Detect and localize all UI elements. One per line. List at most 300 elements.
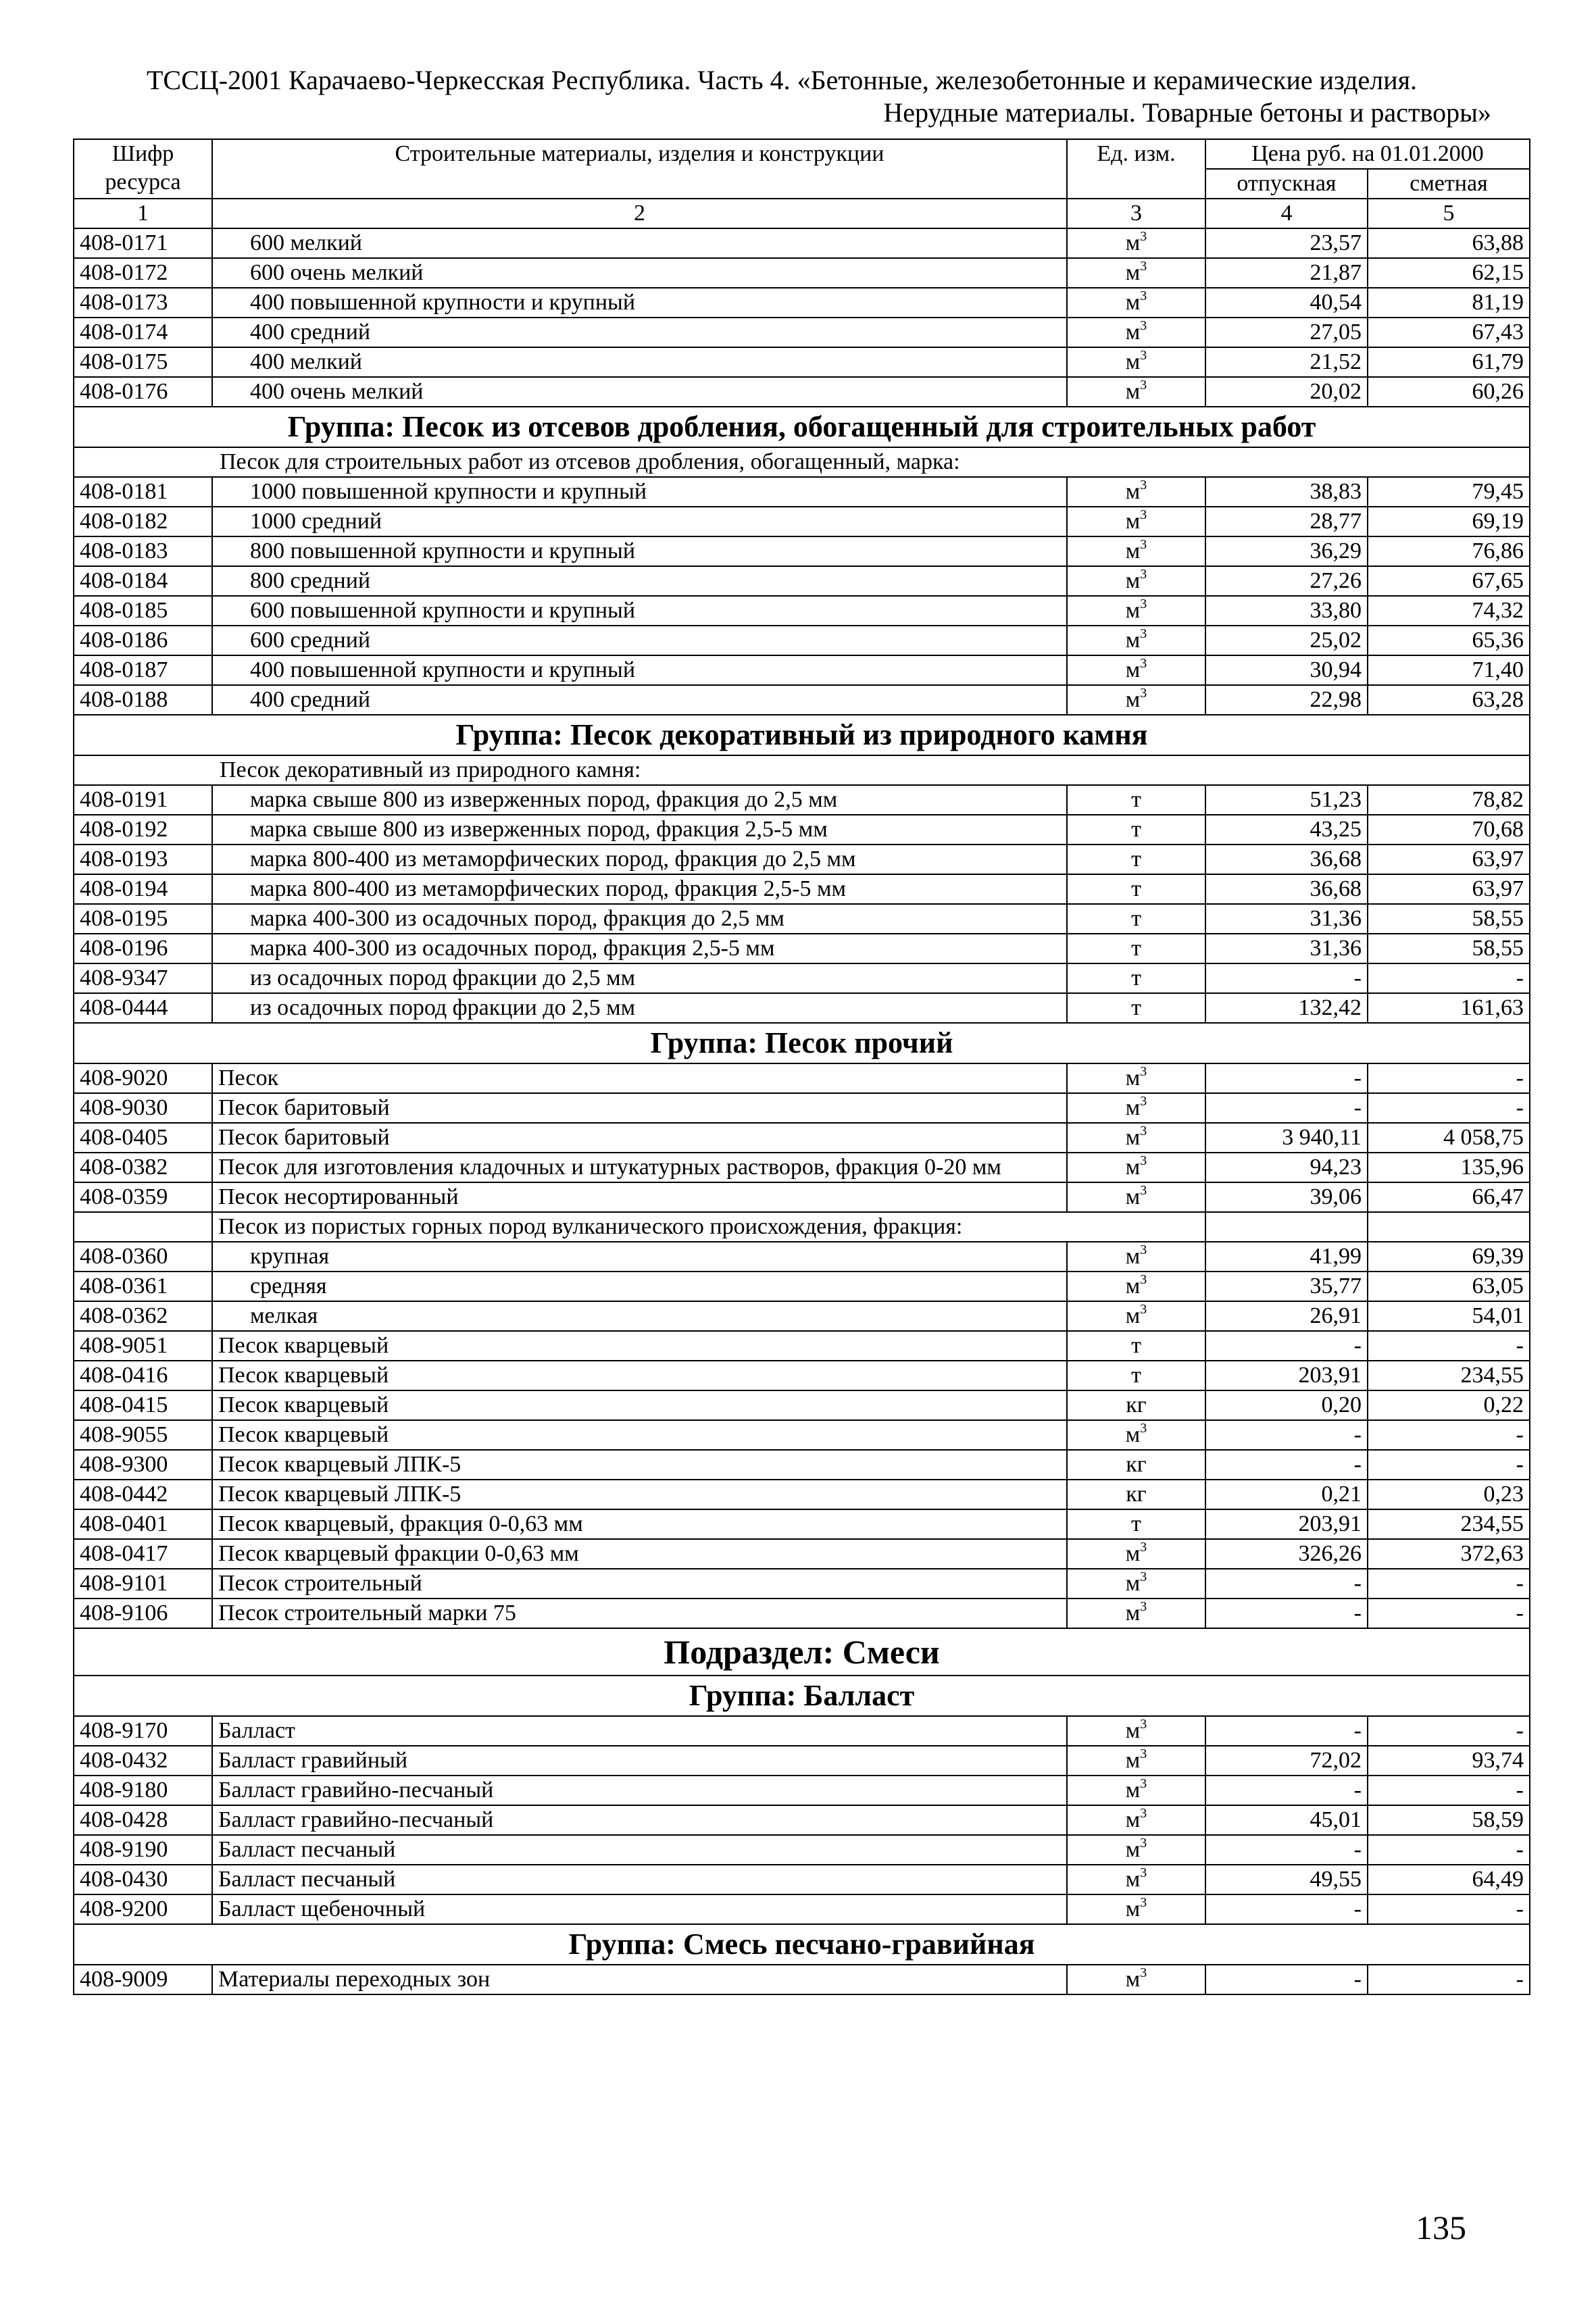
subsection-heading-row	[74, 1628, 1530, 1676]
release-price: 26,91	[1205, 1301, 1368, 1331]
resource-code: 408-0361	[74, 1272, 212, 1301]
estimate-price: 61,79	[1368, 347, 1530, 377]
col-header-estimate: сметная	[1368, 169, 1530, 199]
estimate-price: -	[1368, 1331, 1530, 1361]
resource-code: 408-0193	[74, 845, 212, 874]
material-name: марка 800-400 из метаморфических пород, фракция до 2,5 мм	[212, 845, 1067, 874]
unit-value: т	[1131, 1511, 1141, 1536]
resource-code: 408-0172	[74, 258, 212, 288]
resource-code: 408-9106	[74, 1599, 212, 1628]
resource-code: 408-0428	[74, 1805, 212, 1835]
unit-exponent: 3	[1140, 1746, 1147, 1761]
resource-code: 408-0192	[74, 815, 212, 845]
unit-cell	[1067, 258, 1205, 288]
unit-value: м	[1125, 1601, 1141, 1626]
material-name: Песок баритовый	[212, 1093, 1067, 1123]
release-price: 0,21	[1205, 1480, 1368, 1509]
resource-code: 408-0416	[74, 1361, 212, 1390]
release-price: 35,77	[1205, 1272, 1368, 1301]
col-header-code: Шифр ресурса	[74, 139, 212, 199]
unit-cell	[1067, 507, 1205, 536]
unit-exponent: 3	[1140, 318, 1147, 333]
estimate-price: 234,55	[1368, 1509, 1530, 1539]
unit-value: м	[1125, 1541, 1141, 1566]
unit-value: м	[1125, 1867, 1141, 1892]
estimate-price: 93,74	[1368, 1746, 1530, 1776]
release-price: 94,23	[1205, 1153, 1368, 1182]
material-name: Песок кварцевый	[212, 1331, 1067, 1361]
material-name: 400 очень мелкий	[212, 377, 1067, 407]
unit-value: м	[1125, 1807, 1141, 1832]
estimate-price: 63,97	[1368, 845, 1530, 874]
material-name: 800 повышенной крупности и крупный	[212, 536, 1067, 566]
unit-exponent: 3	[1140, 1183, 1147, 1198]
table-row	[74, 596, 1530, 626]
material-name: Песок строительный марки 75	[212, 1599, 1067, 1628]
resource-code: 408-0183	[74, 536, 212, 566]
resource-code: 408-0430	[74, 1865, 212, 1894]
table-row	[74, 377, 1530, 407]
table-row	[74, 258, 1530, 288]
unit-cell	[1067, 845, 1205, 874]
table-row	[74, 1301, 1530, 1331]
unit-value: м	[1125, 1274, 1141, 1299]
table-row	[74, 1153, 1530, 1182]
estimate-price: -	[1368, 1716, 1530, 1746]
material-name: Песок кварцевый	[212, 1361, 1067, 1390]
col-number: 2	[212, 199, 1067, 228]
intro-row	[74, 1212, 1530, 1242]
material-name: Песок кварцевый, фракция 0-0,63 мм	[212, 1509, 1067, 1539]
table-row	[74, 934, 1530, 963]
page-number: 135	[1416, 2209, 1466, 2246]
material-name: мелкая	[212, 1301, 1067, 1331]
table-row	[74, 1331, 1530, 1361]
release-price: -	[1205, 1093, 1368, 1123]
unit-value: м	[1125, 1125, 1141, 1150]
unit-cell	[1067, 1746, 1205, 1776]
unit-cell	[1067, 1865, 1205, 1894]
unit-exponent: 3	[1140, 288, 1147, 303]
group-heading: Группа: Смесь песчано-гравийная	[74, 1924, 1530, 1965]
unit-value: м	[1125, 1155, 1141, 1180]
release-price: 23,57	[1205, 228, 1368, 258]
intro-blank	[1205, 1212, 1368, 1242]
unit-exponent: 3	[1140, 656, 1147, 671]
release-price: -	[1205, 1894, 1368, 1924]
table-row	[74, 1965, 1530, 1994]
table-row	[74, 288, 1530, 318]
estimate-price: 58,55	[1368, 904, 1530, 934]
unit-value: т	[1131, 817, 1141, 842]
unit-value: м	[1125, 628, 1141, 653]
unit-value: м	[1125, 538, 1141, 563]
unit-value: т	[1131, 787, 1141, 812]
unit-cell	[1067, 1331, 1205, 1361]
group-heading: Группа: Песок прочий	[74, 1023, 1530, 1063]
release-price: -	[1205, 1450, 1368, 1480]
release-price: 0,20	[1205, 1390, 1368, 1420]
resource-code: 408-0173	[74, 288, 212, 318]
table-row	[74, 815, 1530, 845]
resource-code: 408-9055	[74, 1420, 212, 1450]
estimate-price: 372,63	[1368, 1539, 1530, 1569]
unit-value: м	[1125, 509, 1141, 534]
material-name: марка 400-300 из осадочных пород, фракция 2,5-5 мм	[212, 934, 1067, 963]
resource-code: 408-9020	[74, 1063, 212, 1093]
estimate-price: -	[1368, 1093, 1530, 1123]
table-row	[74, 536, 1530, 566]
estimate-price: -	[1368, 1599, 1530, 1628]
estimate-price: 60,26	[1368, 377, 1530, 407]
estimate-price: 67,65	[1368, 566, 1530, 596]
unit-cell	[1067, 1420, 1205, 1450]
material-name: Балласт гравийно-песчаный	[212, 1805, 1067, 1835]
intro-text: Песок для строительных работ из отсевов дробления, обогащенный, марка:	[74, 447, 1530, 477]
resource-code: 408-0442	[74, 1480, 212, 1509]
column-numbers-row	[74, 199, 1530, 228]
unit-cell	[1067, 1301, 1205, 1331]
unit-value: м	[1125, 1065, 1141, 1090]
unit-exponent: 3	[1140, 1717, 1147, 1732]
unit-value: м	[1125, 1896, 1141, 1921]
group-heading: Группа: Песок из отсевов дробления, обогащенный для строительных работ	[74, 407, 1530, 447]
material-name: марка 400-300 из осадочных пород, фракция до 2,5 мм	[212, 904, 1067, 934]
estimate-price: 0,22	[1368, 1390, 1530, 1420]
resource-code: 408-0185	[74, 596, 212, 626]
group-heading-row	[74, 407, 1530, 447]
release-price: 45,01	[1205, 1805, 1368, 1835]
unit-exponent: 3	[1140, 1865, 1147, 1880]
resource-code: 408-9180	[74, 1776, 212, 1805]
unit-value: м	[1125, 1778, 1141, 1803]
resource-code: 408-9200	[74, 1894, 212, 1924]
unit-exponent: 3	[1140, 507, 1147, 522]
resource-code: 408-0432	[74, 1746, 212, 1776]
material-name: 600 средний	[212, 626, 1067, 655]
unit-value: м	[1125, 687, 1141, 712]
unit-value: м	[1125, 230, 1141, 255]
material-name: 600 мелкий	[212, 228, 1067, 258]
resource-code: 408-9190	[74, 1835, 212, 1865]
estimate-price: 78,82	[1368, 785, 1530, 815]
estimate-price: 63,88	[1368, 228, 1530, 258]
unit-cell	[1067, 1776, 1205, 1805]
table-row	[74, 1063, 1530, 1093]
intro-text: Песок декоративный из природного камня:	[74, 755, 1530, 785]
document-header	[72, 64, 1491, 129]
unit-value: кг	[1126, 1392, 1147, 1417]
release-price: 27,26	[1205, 566, 1368, 596]
price-table	[73, 139, 1530, 1995]
unit-value: м	[1125, 260, 1141, 285]
unit-exponent: 3	[1140, 1599, 1147, 1614]
resource-code: 408-0405	[74, 1123, 212, 1153]
release-price: -	[1205, 1776, 1368, 1805]
unit-cell	[1067, 566, 1205, 596]
resource-code: 408-0191	[74, 785, 212, 815]
unit-exponent: 3	[1140, 686, 1147, 701]
release-price: -	[1205, 1331, 1368, 1361]
unit-cell	[1067, 377, 1205, 407]
estimate-price: 69,39	[1368, 1242, 1530, 1272]
unit-exponent: 3	[1140, 1965, 1147, 1980]
intro-text: Песок из пористых горных пород вулканического происхождения, фракция:	[212, 1212, 1205, 1242]
release-price: 36,68	[1205, 874, 1368, 904]
col-header-release: отпускная	[1205, 169, 1368, 199]
resource-code: 408-0188	[74, 685, 212, 715]
unit-cell	[1067, 1361, 1205, 1390]
unit-cell	[1067, 815, 1205, 845]
material-name: Песок кварцевый	[212, 1420, 1067, 1450]
estimate-price: -	[1368, 1776, 1530, 1805]
release-price: 51,23	[1205, 785, 1368, 815]
resource-code: 408-0175	[74, 347, 212, 377]
resource-code: 408-9170	[74, 1716, 212, 1746]
release-price: -	[1205, 1835, 1368, 1865]
unit-exponent: 3	[1140, 1124, 1147, 1138]
col-number: 3	[1067, 199, 1205, 228]
table-row	[74, 1272, 1530, 1301]
unit-value: кг	[1126, 1482, 1147, 1507]
unit-exponent: 3	[1140, 1776, 1147, 1791]
resource-code: 408-9009	[74, 1965, 212, 1994]
resource-code: 408-9300	[74, 1450, 212, 1480]
unit-cell	[1067, 1835, 1205, 1865]
unit-exponent: 3	[1140, 1272, 1147, 1287]
estimate-price: 54,01	[1368, 1301, 1530, 1331]
release-price: 36,29	[1205, 536, 1368, 566]
unit-cell	[1067, 1153, 1205, 1182]
estimate-price: 70,68	[1368, 815, 1530, 845]
unit-value: м	[1125, 1184, 1141, 1209]
unit-value: т	[1131, 995, 1141, 1020]
estimate-price: 66,47	[1368, 1182, 1530, 1212]
unit-value: м	[1125, 349, 1141, 374]
unit-cell	[1067, 1450, 1205, 1480]
resource-code: 408-0359	[74, 1182, 212, 1212]
unit-cell	[1067, 1599, 1205, 1628]
col-header-unit: Ед. изм.	[1067, 139, 1205, 199]
release-price: 41,99	[1205, 1242, 1368, 1272]
resource-code: 408-9347	[74, 963, 212, 993]
group-heading-row	[74, 1676, 1530, 1716]
release-price: 25,02	[1205, 626, 1368, 655]
unit-cell	[1067, 1123, 1205, 1153]
unit-value: м	[1125, 1422, 1141, 1447]
estimate-price: -	[1368, 1835, 1530, 1865]
resource-code: 408-0181	[74, 477, 212, 507]
table-row	[74, 347, 1530, 377]
estimate-price: -	[1368, 1569, 1530, 1599]
unit-exponent: 3	[1140, 1242, 1147, 1257]
release-price: 43,25	[1205, 815, 1368, 845]
release-price: 21,87	[1205, 258, 1368, 288]
unit-exponent: 3	[1140, 1806, 1147, 1821]
unit-value: м	[1125, 1244, 1141, 1269]
material-name: 600 очень мелкий	[212, 258, 1067, 288]
release-price: -	[1205, 1420, 1368, 1450]
material-name: 800 средний	[212, 566, 1067, 596]
group-heading-row	[74, 715, 1530, 755]
table-row	[74, 963, 1530, 993]
unit-cell	[1067, 963, 1205, 993]
resource-code: 408-0195	[74, 904, 212, 934]
unit-cell	[1067, 1480, 1205, 1509]
unit-exponent: 3	[1140, 348, 1147, 363]
group-heading: Группа: Песок декоративный из природного камня	[74, 715, 1530, 755]
unit-cell	[1067, 874, 1205, 904]
material-name: из осадочных пород фракции до 2,5 мм	[212, 963, 1067, 993]
unit-value: м	[1125, 1303, 1141, 1328]
unit-value: т	[1131, 1333, 1141, 1358]
material-name: 400 средний	[212, 318, 1067, 347]
unit-exponent: 3	[1140, 1153, 1147, 1168]
material-name: Песок кварцевый ЛПК-5	[212, 1480, 1067, 1509]
unit-exponent: 3	[1140, 478, 1147, 493]
unit-value: м	[1125, 1837, 1141, 1862]
unit-cell	[1067, 1272, 1205, 1301]
estimate-price: 0,23	[1368, 1480, 1530, 1509]
release-price: 28,77	[1205, 507, 1368, 536]
material-name: Песок кварцевый ЛПК-5	[212, 1450, 1067, 1480]
table-row	[74, 1390, 1530, 1420]
resource-code: 408-0401	[74, 1509, 212, 1539]
table-row	[74, 477, 1530, 507]
unit-cell	[1067, 1063, 1205, 1093]
estimate-price: 69,19	[1368, 507, 1530, 536]
release-price: 203,91	[1205, 1509, 1368, 1539]
unit-cell	[1067, 1805, 1205, 1835]
resource-code: 408-0182	[74, 507, 212, 536]
estimate-price: 74,32	[1368, 596, 1530, 626]
col-header-name: Строительные материалы, изделия и конструкции	[212, 139, 1067, 199]
release-price: 72,02	[1205, 1746, 1368, 1776]
estimate-price: 81,19	[1368, 288, 1530, 318]
resource-code: 408-9030	[74, 1093, 212, 1123]
col-number: 5	[1368, 199, 1530, 228]
resource-code: 408-0194	[74, 874, 212, 904]
unit-cell	[1067, 1182, 1205, 1212]
unit-exponent: 3	[1140, 1064, 1147, 1079]
subsection-heading: Подраздел: Смеси	[74, 1628, 1530, 1676]
release-price: -	[1205, 1569, 1368, 1599]
table-row	[74, 626, 1530, 655]
material-name: Песок баритовый	[212, 1123, 1067, 1153]
table-row	[74, 507, 1530, 536]
unit-cell	[1067, 288, 1205, 318]
table-row	[74, 1776, 1530, 1805]
unit-exponent: 3	[1140, 1895, 1147, 1910]
material-name: марка свыше 800 из изверженных пород, фракция до 2,5 мм	[212, 785, 1067, 815]
unit-value: м	[1125, 379, 1141, 404]
unit-value: м	[1125, 1967, 1141, 1992]
estimate-price: -	[1368, 1063, 1530, 1093]
table-row	[74, 785, 1530, 815]
table-row	[74, 1746, 1530, 1776]
table-header-row-1	[74, 139, 1530, 169]
unit-value: м	[1125, 657, 1141, 682]
release-price: 33,80	[1205, 596, 1368, 626]
unit-value: м	[1125, 598, 1141, 623]
resource-code: 408-0382	[74, 1153, 212, 1182]
estimate-price: 58,59	[1368, 1805, 1530, 1835]
unit-value: м	[1125, 1095, 1141, 1120]
unit-value: т	[1131, 847, 1141, 872]
release-price: 326,26	[1205, 1539, 1368, 1569]
unit-cell	[1067, 347, 1205, 377]
table-row	[74, 228, 1530, 258]
unit-cell	[1067, 1716, 1205, 1746]
intro-blank	[1368, 1212, 1530, 1242]
table-row	[74, 1361, 1530, 1390]
resource-code: 408-0171	[74, 228, 212, 258]
table-row	[74, 566, 1530, 596]
unit-cell	[1067, 1965, 1205, 1994]
release-price: 36,68	[1205, 845, 1368, 874]
resource-code: 408-0415	[74, 1390, 212, 1420]
unit-exponent: 3	[1140, 567, 1147, 582]
resource-code: 408-0174	[74, 318, 212, 347]
release-price: 21,52	[1205, 347, 1368, 377]
unit-cell	[1067, 318, 1205, 347]
unit-cell	[1067, 1894, 1205, 1924]
unit-cell	[1067, 1509, 1205, 1539]
estimate-price: -	[1368, 1894, 1530, 1924]
estimate-price: -	[1368, 1420, 1530, 1450]
release-price: -	[1205, 1063, 1368, 1093]
resource-code: 408-9051	[74, 1331, 212, 1361]
release-price: -	[1205, 1599, 1368, 1628]
resource-code: 408-0417	[74, 1539, 212, 1569]
release-price: 20,02	[1205, 377, 1368, 407]
table-row	[74, 1805, 1530, 1835]
resource-code: 408-0360	[74, 1242, 212, 1272]
unit-value: т	[1131, 965, 1141, 990]
estimate-price: 65,36	[1368, 626, 1530, 655]
release-price: -	[1205, 963, 1368, 993]
estimate-price: -	[1368, 1450, 1530, 1480]
table-row	[74, 904, 1530, 934]
release-price: 132,42	[1205, 993, 1368, 1023]
col-number: 4	[1205, 199, 1368, 228]
unit-cell	[1067, 536, 1205, 566]
resource-code: 408-0186	[74, 626, 212, 655]
unit-value: м	[1125, 1748, 1141, 1773]
unit-value: кг	[1126, 1452, 1147, 1477]
material-name: Балласт гравийный	[212, 1746, 1067, 1776]
material-name: 400 повышенной крупности и крупный	[212, 288, 1067, 318]
unit-cell	[1067, 1242, 1205, 1272]
release-price: 31,36	[1205, 934, 1368, 963]
resource-code: 408-0184	[74, 566, 212, 596]
material-name: Балласт гравийно-песчаный	[212, 1776, 1067, 1805]
material-name: марка свыше 800 из изверженных пород, фракция 2,5-5 мм	[212, 815, 1067, 845]
estimate-price: 135,96	[1368, 1153, 1530, 1182]
table-row	[74, 1835, 1530, 1865]
unit-cell	[1067, 1093, 1205, 1123]
table-row	[74, 1093, 1530, 1123]
table-row	[74, 685, 1530, 715]
release-price: 3 940,11	[1205, 1123, 1368, 1153]
unit-cell	[1067, 1539, 1205, 1569]
material-name: Балласт песчаный	[212, 1835, 1067, 1865]
release-price: -	[1205, 1965, 1368, 1994]
release-price: -	[1205, 1716, 1368, 1746]
material-name: крупная	[212, 1242, 1067, 1272]
material-name: 400 средний	[212, 685, 1067, 715]
table-row	[74, 1242, 1530, 1272]
